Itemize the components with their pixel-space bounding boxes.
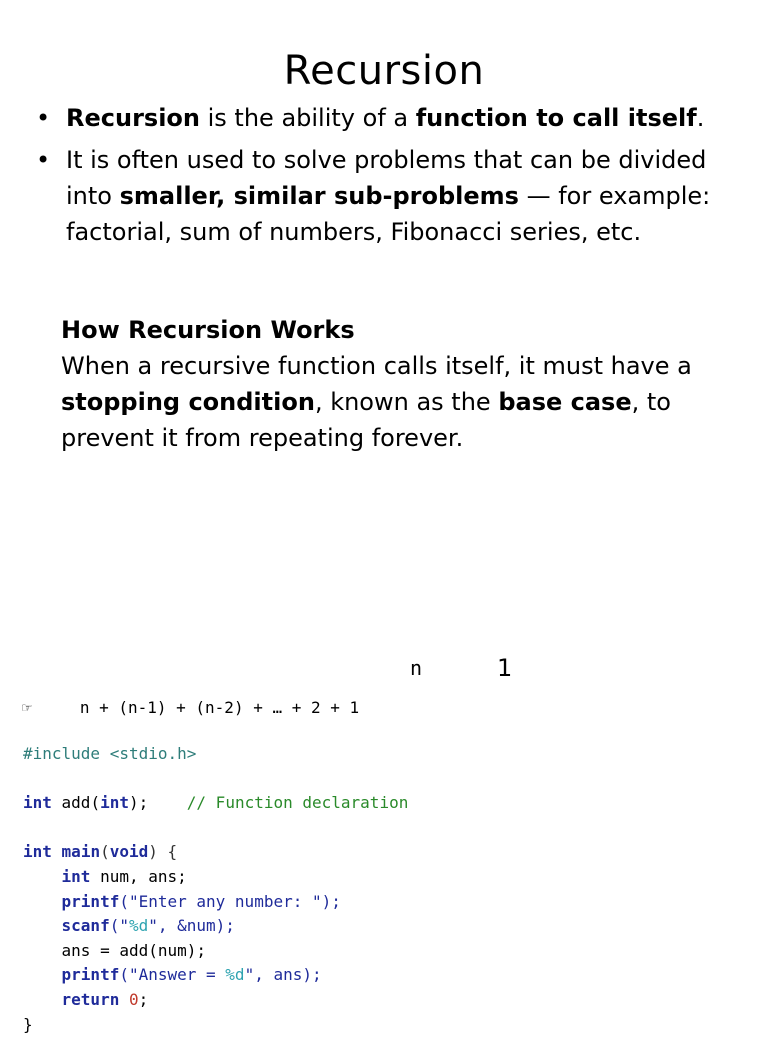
bullet-item (36, 100, 756, 136)
code-include: #include <stdio.h> (23, 744, 197, 763)
slide-title: Recursion (283, 48, 485, 94)
bullet-text: It is often used to solve problems that can be divided into (66, 146, 707, 210)
section-emphasis: stopping condition (61, 388, 315, 416)
bullet-list (36, 100, 756, 256)
code-text: add( (51, 793, 101, 813)
code-keyword: void (109, 842, 149, 862)
code-keyword: scanf (61, 916, 110, 936)
pointing-hand-icon: ☞ (22, 698, 32, 717)
code-number: 0 (128, 989, 139, 1009)
bullet-text: . (696, 104, 705, 132)
formula-expression (22, 698, 359, 717)
code-keyword: main (61, 842, 101, 862)
bullet-text: — for example: factorial, sum of numbers, Fibonacci series, etc. (66, 182, 711, 246)
code-string: (" (109, 916, 129, 936)
formula-text: n + (n-1) + (n-2) + … + 2 + 1 (79, 698, 360, 717)
section-text: When a recursive function calls itself, it must have a (61, 352, 692, 380)
bullet-emphasis: function to call itself (415, 104, 697, 132)
code-format: %d (225, 965, 245, 985)
section-text: , to prevent it from repeating forever. (61, 388, 671, 452)
code-keyword: printf (61, 965, 120, 985)
code-text: ; (138, 989, 149, 1009)
bullet-term: Recursion (66, 104, 200, 132)
bullet-item (36, 142, 756, 250)
section-emphasis: base case (498, 388, 632, 416)
section-text: , known as the (314, 388, 499, 416)
code-text: ); (128, 793, 149, 813)
bullet-dot-icon: • (36, 146, 51, 174)
code-text: ) { (148, 842, 178, 862)
code-keyword: printf (61, 891, 120, 911)
code-string: ", &num); (148, 916, 235, 936)
code-block (23, 742, 408, 1037)
code-text: } (23, 1014, 33, 1034)
how-recursion-works (61, 312, 751, 456)
code-keyword: int (23, 842, 52, 862)
code-keyword: int (100, 793, 129, 813)
formula-one: 1 (497, 654, 513, 682)
code-text: ans = add(num); (61, 940, 207, 960)
section-heading: How Recursion Works (61, 316, 355, 344)
code-string: ", ans); (244, 965, 322, 985)
code-string: ("Answer = (119, 965, 226, 985)
bullet-emphasis: smaller, similar sub-problems (119, 182, 519, 210)
code-text: ( (100, 842, 110, 862)
code-keyword: int (23, 793, 52, 813)
code-text: num, ans; (90, 866, 187, 886)
code-format: %d (128, 916, 149, 936)
code-keyword: return (61, 989, 120, 1009)
code-keyword: int (61, 866, 91, 886)
code-string: ("Enter any number: "); (119, 891, 341, 911)
bullet-text: is the ability of a (200, 104, 416, 132)
bullet-dot-icon: • (36, 104, 51, 132)
formula-n: n (410, 656, 423, 680)
code-comment: // Function declaration (186, 793, 409, 813)
